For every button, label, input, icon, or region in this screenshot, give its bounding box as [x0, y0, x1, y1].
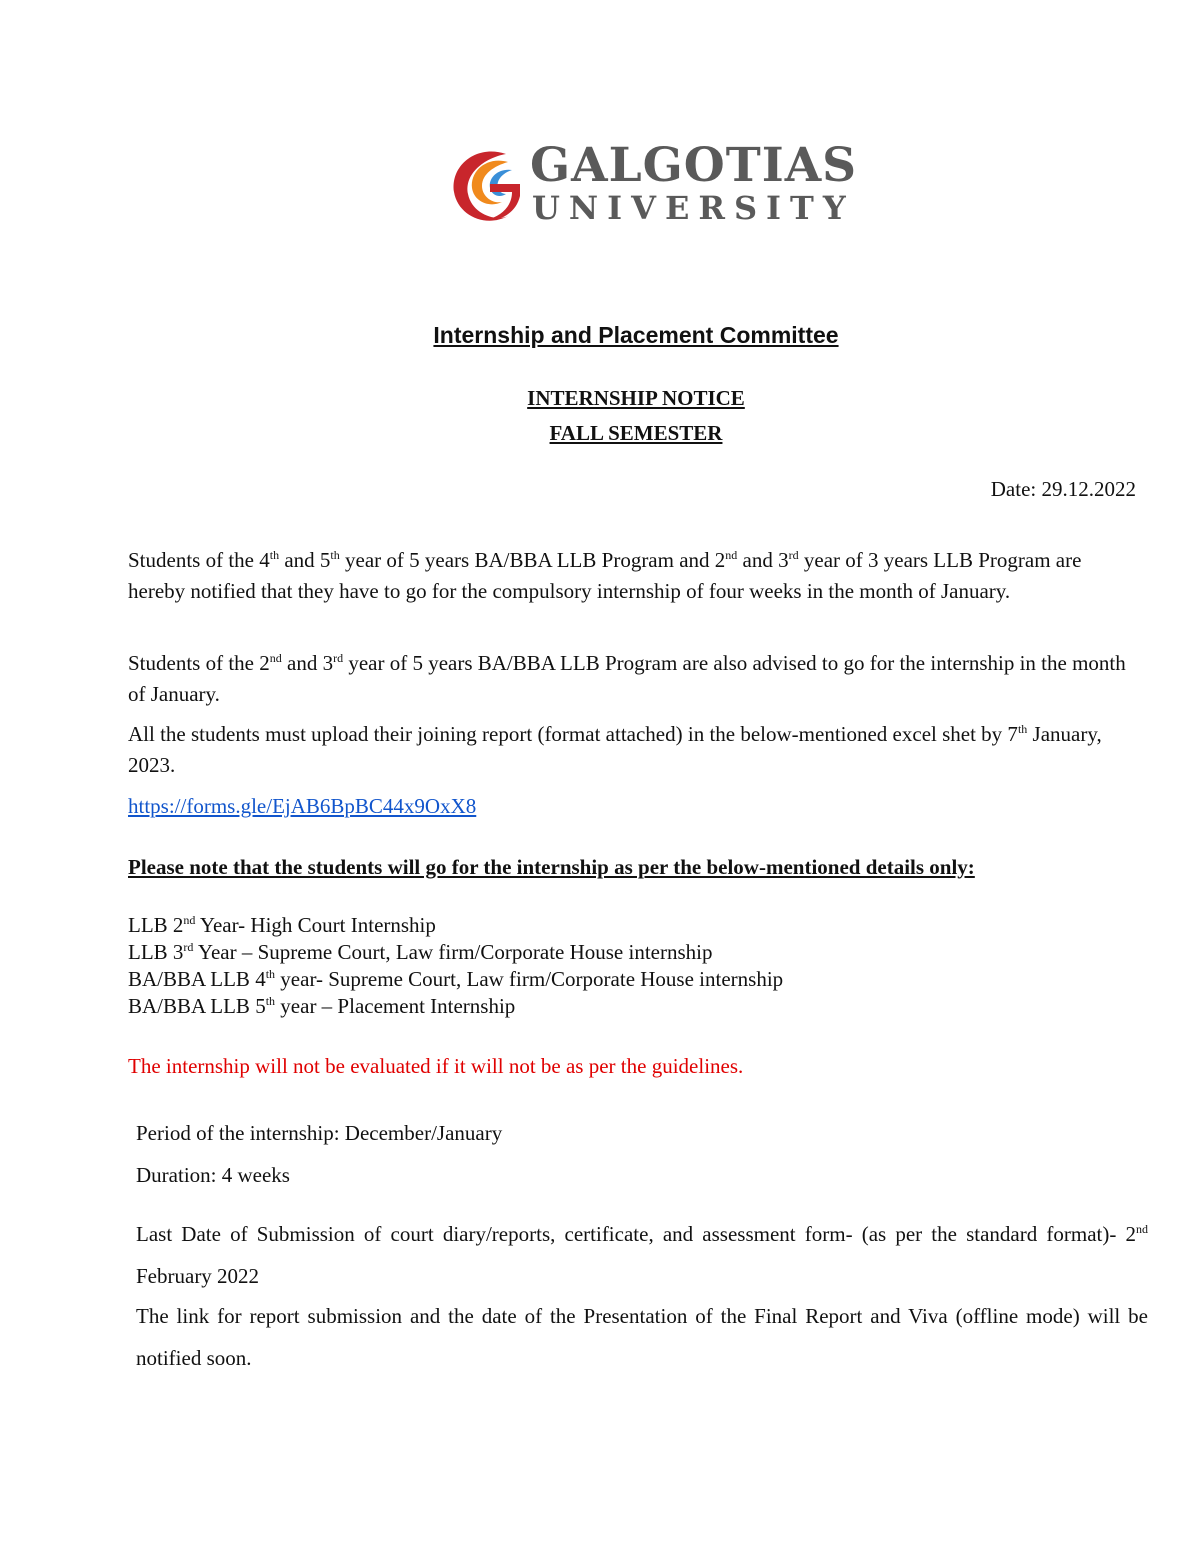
text-run: February 2022: [136, 1264, 260, 1288]
ordinal-suffix: nd: [269, 651, 282, 665]
ordinal-suffix: th: [265, 994, 276, 1008]
text-run: and 5: [279, 548, 331, 572]
submission-deadline: [136, 1213, 1148, 1297]
logo-emblem-icon: [446, 140, 530, 230]
ordinal-suffix: rd: [333, 651, 344, 665]
paragraph-advised-internship: [128, 648, 1128, 710]
text-run: Year – Supreme Court, Law firm/Corporate House internship: [193, 940, 713, 964]
ordinal-suffix: th: [265, 967, 276, 981]
final-notice: The link for report submission and the date of the Presentation of the Final Report and Viva (offline mode) will be notified soon.: [136, 1304, 1148, 1370]
ordinal-suffix: nd: [1136, 1222, 1148, 1236]
list-item: [128, 993, 783, 1020]
text-run: LLB 2: [128, 913, 184, 937]
ordinal-suffix: th: [269, 548, 280, 562]
form-link[interactable]: https://forms.gle/EjAB6BpBC44x9OxX8: [128, 794, 477, 818]
text-run: year of 5 years BA/BBA LLB Program and 2: [339, 548, 726, 572]
text-run: LLB 3: [128, 940, 184, 964]
text-run: year – Placement Internship: [275, 994, 516, 1018]
text-run: and 3: [281, 651, 334, 675]
text-run: year of 3 years LLB Program are hereby notified that they have to go for the compulsory internship of four weeks in the month of January.: [128, 548, 1082, 603]
text-run: All the students must upload their joining report (format attached) in the below-mentioned excel shet by 7: [128, 722, 1018, 746]
ordinal-suffix: th: [1017, 722, 1028, 736]
text-run: year of 5 years BA/BBA LLB Program are also advised to go for the internship in the month of January.: [128, 651, 1126, 706]
logo-text-galgotias: GALGOTIAS: [530, 138, 858, 193]
notice-title: INTERNSHIP NOTICE: [527, 386, 745, 410]
ordinal-suffix: th: [330, 548, 340, 562]
list-item: [128, 912, 783, 939]
text-run: Year- High Court Internship: [195, 913, 436, 937]
text-run: BA/BBA LLB 5: [128, 994, 266, 1018]
note-heading: Please note that the students will go for the internship as per the below-mentioned details only:: [128, 855, 975, 879]
internship-period: Period of the internship: December/January: [136, 1121, 503, 1145]
university-logo: [446, 138, 858, 230]
ordinal-suffix: rd: [183, 940, 194, 954]
text-run: year- Supreme Court, Law firm/Corporate House internship: [275, 967, 784, 991]
text-run: Last Date of Submission of court diary/reports, certificate, and assessment form- (as per the standard format)- 2: [136, 1222, 1136, 1246]
internship-category-list: [128, 912, 783, 1020]
text-run: Students of the 4: [128, 548, 270, 572]
ordinal-suffix: rd: [788, 548, 799, 562]
logo-text-university: UNIVERSITY: [532, 189, 855, 227]
text-run: Students of the 2: [128, 651, 270, 675]
list-item: [128, 939, 783, 966]
text-run: BA/BBA LLB 4: [128, 967, 266, 991]
list-item: [128, 966, 783, 993]
paragraph-compulsory-internship: [128, 545, 1128, 607]
text-run: and 3: [737, 548, 789, 572]
ordinal-suffix: nd: [183, 913, 196, 927]
text-run: January, 2023.: [128, 722, 1102, 777]
evaluation-warning: The internship will not be evaluated if it will not be as per the guidelines.: [128, 1054, 744, 1078]
notice-date: Date: 29.12.2022: [990, 477, 1136, 501]
internship-duration: Duration: 4 weeks: [136, 1163, 290, 1187]
semester-title: FALL SEMESTER: [549, 421, 723, 445]
paragraph-joining-report: [128, 719, 1128, 781]
committee-heading: Internship and Placement Committee: [433, 322, 839, 348]
ordinal-suffix: nd: [725, 548, 738, 562]
